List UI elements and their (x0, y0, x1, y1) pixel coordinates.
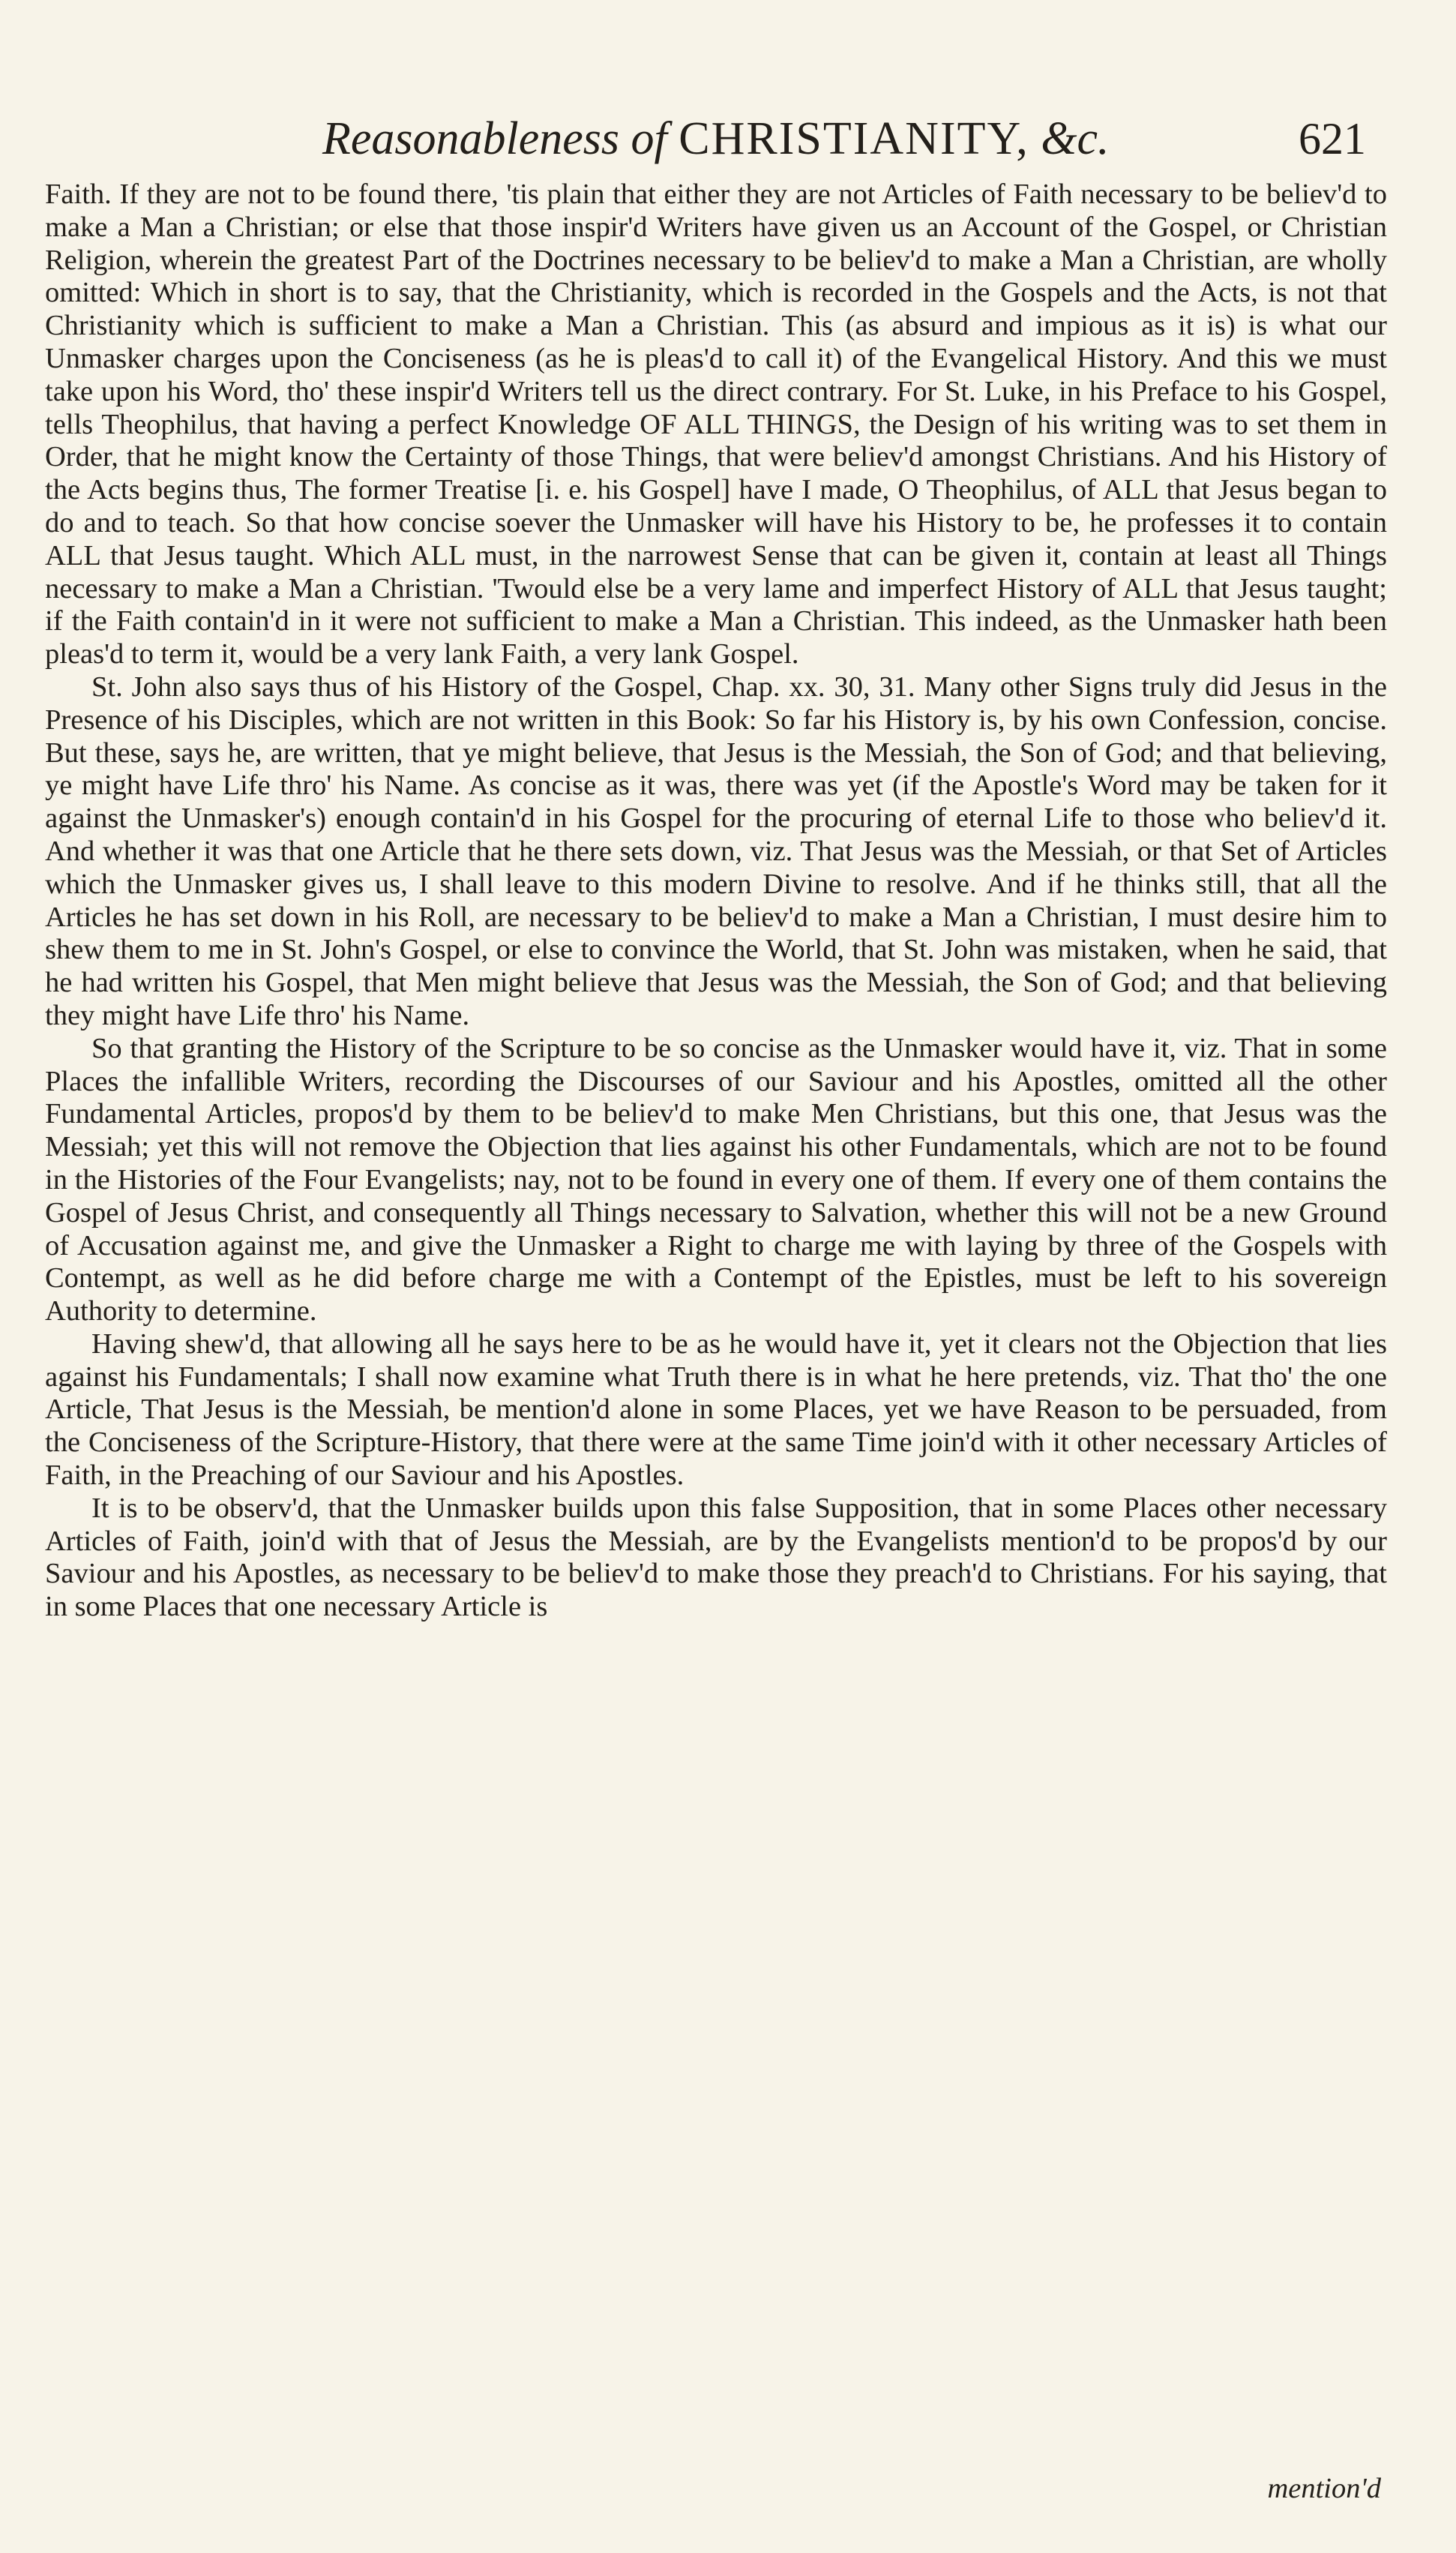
paragraph-2: St. John also says thus of his History of the Gospel, Chap. xx. 30, 31. Many other Signs truly did Jesus in the Presence of his Disciples, which are not written in this Book: So far his History is, by his own Confession, concise. But these, says he, are written, that ye might believe, that Jesus is the Messiah, the Son of God; and that believing, ye might have Life thro' his Name. As concise as it was, there was yet (if the Apostle's Word may be taken for it against the Unmasker's) enough contain'd in his Gospel for the procuring of eternal Life to those who believ'd it. And whether it was that one Article that he there sets down, viz. That Jesus was the Messiah, or that Set of Articles which the Unmasker gives us, I shall leave to this modern Divine to resolve. And if he thinks still, that all the Articles he has set down in his Roll, are necessary to be believ'd to make a Man a Christian, I must desire him to shew them to me in St. John's Gospel, or else to convince the World, that St. John was mistaken, when he said, that he had written his Gospel, that Men might believe that Jesus was the Messiah, the Son of God; and that believing they might have Life thro' his Name. (45, 670, 1387, 1031)
running-head-italic: Reasonableness of (322, 113, 667, 164)
catchword: mention'd (1267, 2473, 1381, 2504)
body-text (45, 178, 1387, 1624)
paragraph-1: Faith. If they are not to be found there, 'tis plain that either they are not Articles of Faith necessary to be believ'd to make a Man a Christian; or else that those inspir'd Writers have given us an Account of the Gospel, or Christian Religion, wherein the greatest Part of the Doctrines necessary to be believ'd to make a Man a Christian, are wholly omitted: Which in short is to say, that the Christianity, which is recorded in the Gospels and the Acts, is not that Christianity which is sufficient to make a Man a Christian. This (as absurd and impious as it is) is what our Unmasker charges upon the Conciseness (as he is pleas'd to call it) of the Evangelical History. And this we must take upon his Word, tho' these inspir'd Writers tell us the direct contrary. For St. Luke, in his Preface to his Gospel, tells Theophilus, that having a perfect Knowledge OF ALL THINGS, the Design of his writing was to set them in Order, that he might know the Certainty of those Things, that were believ'd amongst Christians. And his History of the Acts begins thus, The former Treatise [i. e. his Gospel] have I made, O Theophilus, of ALL that Jesus began to do and to teach. So that how concise soever the Unmasker will have his History to be, he professes it to contain ALL that Jesus taught. Which ALL must, in the narrowest Sense that can be given it, contain at least all Things necessary to make a Man a Christian. 'Twould else be a very lame and imperfect History of ALL that Jesus taught; if the Faith contain'd in it were not sufficient to make a Man a Christian. This indeed, as the Unmasker hath been pleas'd to term it, would be a very lank Faith, a very lank Gospel. (45, 178, 1387, 670)
running-head-etc: &c. (1041, 113, 1110, 164)
page-header (0, 105, 1456, 172)
running-head (322, 105, 1110, 172)
paragraph-3: So that granting the History of the Scripture to be so concise as the Unmasker would have it, viz. That in some Places the infallible Writers, recording the Discourses of our Saviour and his Apostles, omitted all the other Fundamental Articles, propos'd by them to be believ'd to make Men Christians, but this one, that Jesus was the Messiah; yet this will not remove the Objection that lies against his other Fundamentals, which are not to be found in the Histories of the Four Evangelists; nay, not to be found in every one of them. If every one of them contains the Gospel of Jesus Christ, and consequently all Things necessary to Salvation, whether this will not be a new Ground of Accusation against me, and give the Unmasker a Right to charge me with laying by three of the Gospels with Contempt, as well as he did before charge me with a Contempt of the Epistles, must be left to his sovereign Authority to determine. (45, 1032, 1387, 1328)
running-head-caps: CHRISTIANITY, (679, 113, 1029, 164)
page-number: 621 (1299, 114, 1366, 164)
paragraph-5: It is to be observ'd, that the Unmasker builds upon this false Supposition, that in some Places other necessary Articles of Faith, join'd with that of Jesus the Messiah, are by the Evangelists mention'd to be propos'd by our Saviour and his Apostles, as necessary to be believ'd to make those they preach'd to Christians. For his saying, that in some Places that one necessary Article is (45, 1492, 1387, 1623)
paragraph-4: Having shew'd, that allowing all he says here to be as he would have it, yet it clears not the Objection that lies against his Fundamentals; I shall now examine what Truth there is in what he here pretends, viz. That tho' the one Article, That Jesus is the Messiah, be mention'd alone in some Places, yet we have Reason to be persuaded, from the Conciseness of the Scripture-History, that there were at the same Time join'd with it other necessary Articles of Faith, in the Preaching of our Saviour and his Apostles. (45, 1328, 1387, 1492)
